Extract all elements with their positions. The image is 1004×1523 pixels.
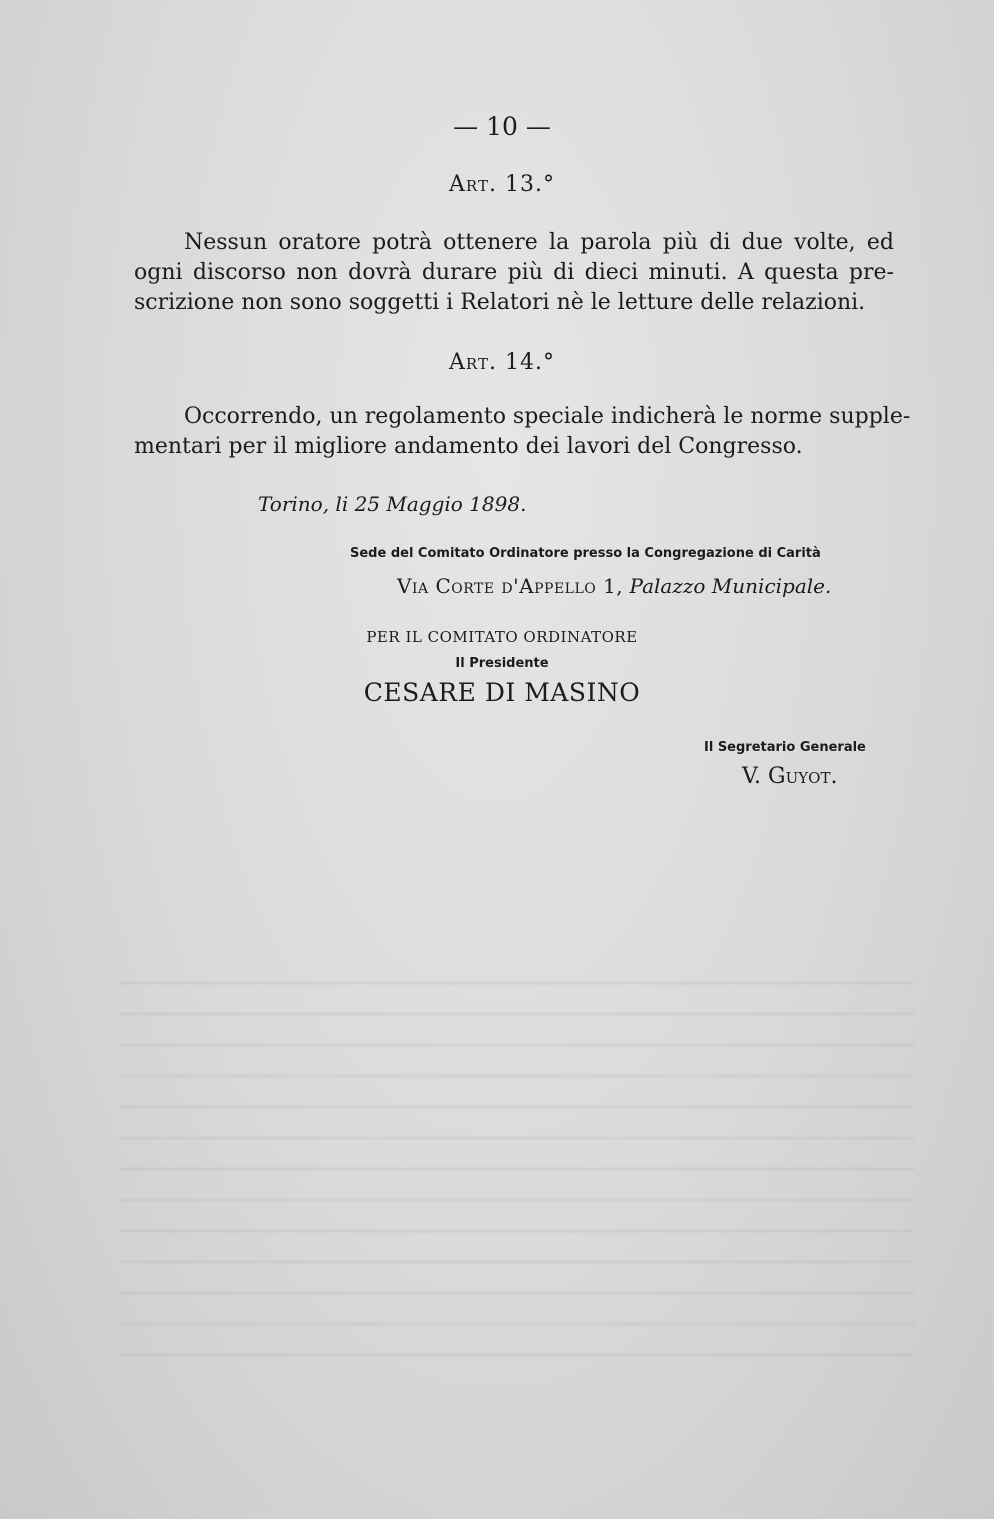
- date-line: Torino, li 25 Maggio 1898.: [258, 492, 527, 516]
- address-street: Via Corte d'Appello 1,: [397, 574, 624, 598]
- art-13-line-1: Nessun oratore potrà ottenere la parola più di due volte, ed: [184, 230, 894, 255]
- art-13-line-3: scrizione non sono soggetti i Relatori nè le letture delle relazioni.: [134, 290, 866, 315]
- committee-heading: PER IL COMITATO ORDINATORE: [366, 628, 638, 646]
- page-number: — 10 —: [453, 112, 551, 141]
- art-14-line-2: mentari per il migliore andamento dei lavori del Congresso.: [134, 434, 803, 459]
- art-14-heading: Art. 14.°: [449, 350, 555, 375]
- art-14-line-1: Occorrendo, un regolamento speciale indicherà le norme supple-: [184, 404, 911, 429]
- art-13-heading: Art. 13.°: [449, 172, 555, 197]
- address-line: [397, 574, 831, 598]
- secretary-title: Il Segretario Generale: [704, 740, 866, 755]
- bleed-through-texture: [120, 960, 914, 1380]
- sede-line: Sede del Comitato Ordinatore presso la Congregazione di Carità: [350, 546, 821, 561]
- art-13-line-2: ogni discorso non dovrà durare più di dieci minuti. A questa pre-: [134, 260, 894, 285]
- president-name: CESARE DI MASINO: [363, 678, 641, 707]
- secretary-name: V. Guyot.: [742, 764, 838, 789]
- president-title: Il Presidente: [455, 656, 549, 671]
- address-palazzo: Palazzo Municipale.: [629, 574, 832, 598]
